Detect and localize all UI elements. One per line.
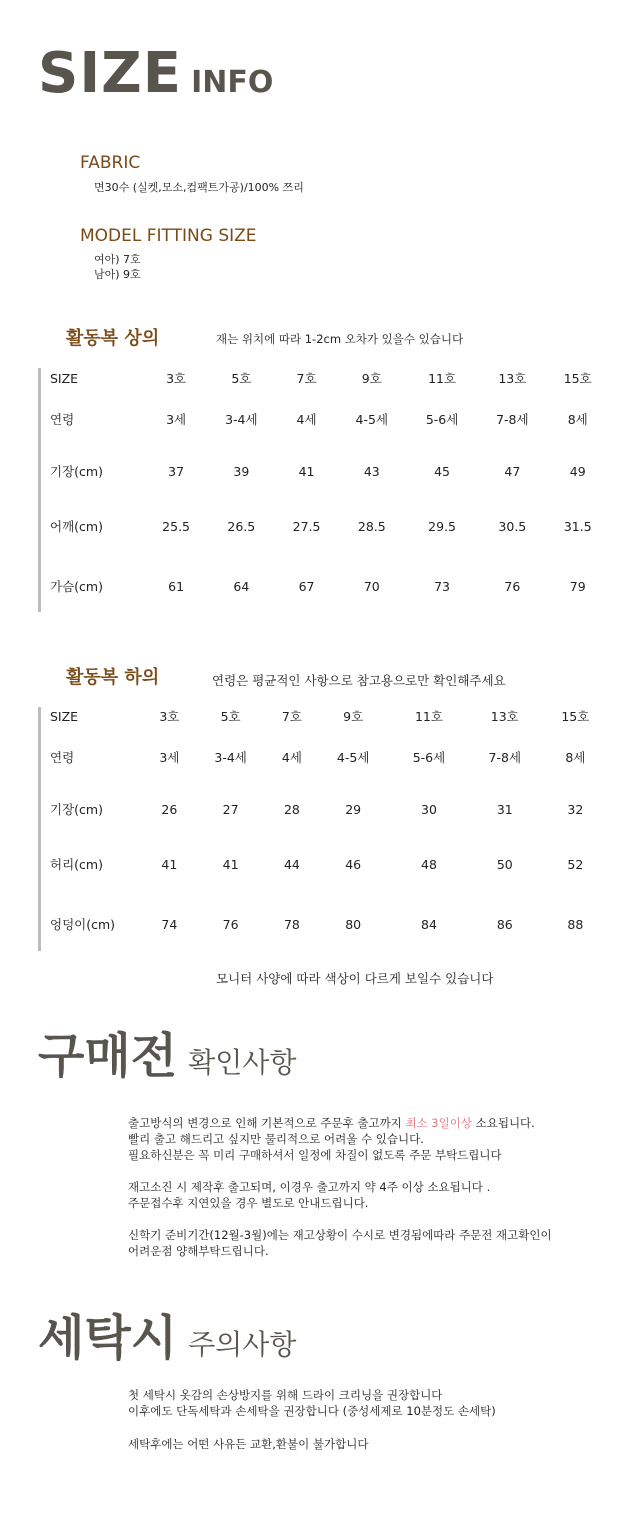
purchase-title-small: 확인사항 [188, 1046, 297, 1079]
table-cell: 3-4세 [214, 750, 247, 765]
header-cell: SIZE [50, 370, 79, 386]
purchase-p1-line3: 필요하신분은 꼭 미리 구매하셔서 일정에 차질이 없도록 주문 부탁드립니다 [128, 1148, 502, 1162]
table-cell: 44 [283, 856, 300, 872]
header-cell: 9호 [343, 709, 364, 724]
bottom-table-title: 활동복 하의 [66, 667, 160, 688]
top-table-note: 재는 위치에 따라 1-2cm 오차가 있을수 있습니다 [216, 332, 464, 346]
purchase-p1-line1 [128, 1115, 608, 1131]
purchase-p1-highlight: 최소 3일이상 [405, 1116, 472, 1130]
header-cell: 3호 [166, 371, 187, 386]
table-row [38, 835, 608, 893]
header-cell: 9호 [361, 371, 382, 386]
washing-title-small: 주의사항 [188, 1328, 297, 1361]
table-cell: 7-8세 [496, 412, 529, 427]
table-cell: 76 [504, 578, 521, 594]
purchase-paragraph-1 [128, 1115, 608, 1163]
table-cell: 41 [298, 463, 315, 479]
washing-line3: 세탁후에는 어떤 사유든 교환,환불이 불가합니다 [128, 1437, 369, 1451]
table-cell: 28 [283, 801, 300, 817]
table-row [38, 893, 608, 955]
top-size-table [38, 363, 608, 617]
table-row [38, 731, 608, 783]
table-cell: 5-6세 [425, 412, 459, 427]
title-info: INFO [191, 65, 274, 100]
table-cell: 37 [168, 463, 185, 479]
table-row [38, 393, 608, 445]
washing-line1: 첫 세탁시 옷감의 손상방지를 위해 드라이 크리닝을 권장합니다 [128, 1388, 443, 1402]
table-cell: 25.5 [162, 518, 191, 534]
purchase-title [38, 1028, 297, 1084]
table-cell: 52 [567, 856, 584, 872]
table-cell: 3세 [159, 750, 180, 765]
table-cell: 84 [421, 916, 437, 932]
row-label: 엉덩이(cm) [50, 917, 116, 932]
table-cell: 26 [161, 801, 178, 817]
washing-title-big: 세탁시 [38, 1310, 178, 1366]
table-cell: 41 [161, 856, 178, 872]
title-size: SIZE [38, 41, 183, 106]
row-label: 기장(cm) [50, 802, 103, 817]
header-cell: 13호 [490, 709, 519, 724]
purchase-p3-line1: 신학기 준비기간(12월-3월)에는 재고상황이 수시로 변경됨에따라 주문전 재고확인이 [128, 1228, 552, 1242]
fabric-text: 면30수 (실켓,모소,컴팩트가공)/100% 쯔리 [94, 181, 304, 194]
table-cell: 32 [567, 801, 584, 817]
table-cell: 30.5 [498, 518, 527, 534]
header-cell: 11호 [428, 371, 457, 386]
table-cell: 29 [345, 801, 362, 817]
header-cell: 15호 [563, 371, 592, 386]
purchase-paragraph-2 [128, 1179, 608, 1211]
table-cell: 8세 [565, 750, 586, 765]
header-cell: 5호 [220, 709, 241, 724]
table-cell: 41 [222, 856, 239, 872]
purchase-title-big: 구매전 [38, 1028, 178, 1084]
table-cell: 48 [421, 856, 437, 872]
row-label: 연령 [50, 750, 75, 765]
table-cell: 45 [434, 463, 451, 479]
purchase-p1-text-a: 출고방식의 변경으로 인해 기본적으로 주문후 출고까지 [128, 1116, 406, 1130]
purchase-paragraph-3 [128, 1227, 608, 1259]
size-info-title [38, 41, 274, 106]
table-cell: 80 [345, 916, 362, 932]
table-row [38, 783, 608, 835]
monitor-note: 모니터 사양에 따라 색상이 다르게 보일수 있습니다 [216, 971, 494, 986]
header-cell: SIZE [50, 708, 79, 724]
purchase-p1-line2: 빨리 출고 해드리고 싶지만 물리적으로 어려울 수 있습니다. [128, 1132, 424, 1146]
washing-paragraph-2 [128, 1436, 608, 1452]
table-cell: 4세 [296, 412, 317, 427]
table-cell: 49 [569, 463, 586, 479]
table-cell: 31.5 [563, 518, 592, 534]
row-label: 기장(cm) [50, 464, 103, 479]
table-cell: 78 [283, 916, 300, 932]
header-cell: 3호 [159, 709, 180, 724]
table-cell: 76 [222, 916, 239, 932]
table-cell: 4-5세 [355, 412, 389, 427]
table-cell: 39 [233, 463, 250, 479]
table-cell: 79 [569, 578, 586, 594]
table-cell: 3-4세 [225, 412, 258, 427]
row-label: 가슴(cm) [50, 579, 103, 594]
purchase-p2-line2: 주문접수후 지연있을 경우 별도로 안내드립니다. [128, 1196, 369, 1210]
washing-line2: 이후에도 단독세탁과 손세탁을 권장합니다 (중성세제로 10분정도 손세탁) [128, 1404, 496, 1418]
model-line-boy: 남아) 9호 [94, 268, 141, 281]
table-cell: 50 [496, 856, 513, 872]
header-cell: 7호 [296, 371, 317, 386]
fabric-label: FABRIC [80, 153, 141, 173]
washing-title [38, 1310, 297, 1366]
model-fitting-label: MODEL FITTING SIZE [80, 226, 257, 246]
table-cell: 64 [233, 578, 250, 594]
table-cell: 61 [168, 578, 185, 594]
table-cell: 29.5 [428, 518, 456, 534]
table-row [38, 445, 608, 497]
table-cell: 31 [496, 801, 513, 817]
table-header-row [38, 701, 608, 731]
table-cell: 30 [421, 801, 437, 817]
table-cell: 28.5 [357, 518, 386, 534]
bottom-size-table [38, 701, 608, 955]
table-cell: 46 [345, 856, 362, 872]
table-cell: 7-8세 [488, 750, 522, 765]
header-cell: 13호 [498, 371, 527, 386]
row-label: 연령 [50, 412, 75, 427]
table-cell: 26.5 [227, 518, 256, 534]
top-table-title: 활동복 상의 [66, 328, 160, 349]
table-cell: 47 [504, 463, 521, 479]
table-cell: 4세 [281, 750, 302, 765]
header-cell: 15호 [561, 709, 590, 724]
table-cell: 73 [434, 578, 451, 594]
table-cell: 5-6세 [412, 750, 446, 765]
row-label: 어깨(cm) [50, 519, 103, 534]
table-cell: 88 [567, 916, 584, 932]
header-cell: 7호 [281, 709, 302, 724]
table-cell: 67 [298, 578, 315, 594]
header-cell: 5호 [231, 371, 252, 386]
header-cell: 11호 [414, 709, 443, 724]
purchase-p1-text-b: 소요됩니다. [471, 1116, 535, 1130]
purchase-p3-line2: 어려운점 양해부탁드립니다. [128, 1244, 269, 1258]
table-header-row [38, 363, 608, 393]
table-cell: 70 [363, 578, 380, 594]
table-cell: 27.5 [292, 518, 321, 534]
row-label: 허리(cm) [50, 857, 103, 872]
table-row [38, 555, 608, 617]
washing-paragraph-1 [128, 1387, 608, 1419]
table-cell: 3세 [166, 412, 187, 427]
purchase-p2-line1: 재고소진 시 제작후 출고되며, 이경우 출고까지 약 4주 이상 소요됩니다 . [128, 1180, 491, 1194]
model-line-girl: 여아) 7호 [94, 253, 141, 266]
table-row [38, 497, 608, 555]
table-cell: 43 [363, 463, 380, 479]
bottom-table-note: 연령은 평균적인 사항으로 참고용으로만 확인해주세요 [212, 673, 506, 688]
table-cell: 4-5세 [336, 750, 370, 765]
table-cell: 8세 [567, 412, 588, 427]
table-cell: 86 [496, 916, 513, 932]
table-cell: 27 [222, 801, 239, 817]
table-cell: 74 [161, 916, 178, 932]
